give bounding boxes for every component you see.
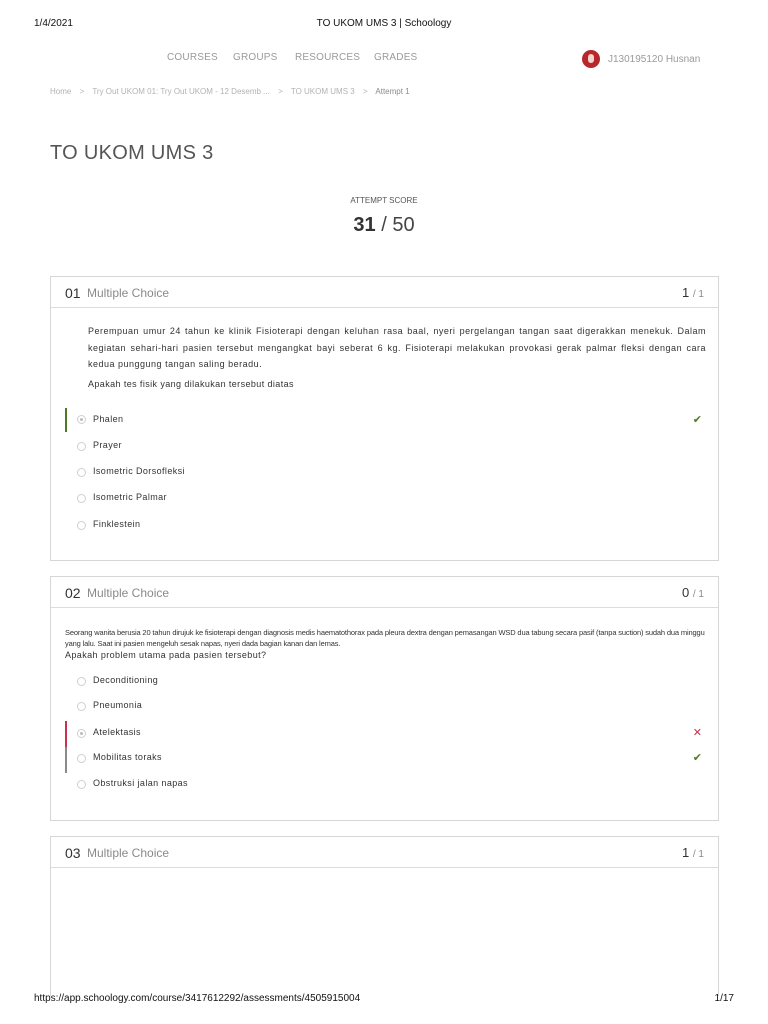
choice-label: Isometric Dorsofleksi: [93, 466, 185, 476]
page-title: TO UKOM UMS 3: [50, 142, 214, 164]
user-name[interactable]: J130195120 Husnan: [608, 53, 701, 65]
question-card-03: [50, 836, 719, 996]
incorrect-indicator-bar: [65, 721, 67, 747]
correct-answer-indicator-bar: [65, 747, 67, 773]
print-header: [0, 18, 768, 32]
radio-button[interactable]: [77, 468, 86, 477]
breadcrumb-course[interactable]: Try Out UKOM 01: Try Out UKOM - 12 Desemb ...: [92, 87, 270, 96]
question-number: 03: [65, 845, 81, 861]
nav-groups[interactable]: GROUPS: [233, 52, 278, 63]
radio-button[interactable]: [77, 677, 86, 686]
print-url: https://app.schoology.com/course/3417612292/assessments/4505915004: [34, 993, 361, 1004]
question-points-total: / 1: [692, 589, 704, 600]
user-menu[interactable]: [582, 49, 700, 69]
nav-grades[interactable]: GRADES: [374, 52, 418, 63]
attempt-score-value: 31: [353, 214, 376, 236]
question-score: [682, 585, 704, 600]
attempt-score-label: ATTEMPT SCORE: [350, 196, 418, 205]
choice-obstruksi-jalan-napas[interactable]: [65, 775, 706, 795]
nav-courses[interactable]: COURSES: [167, 52, 218, 63]
choice-isometric-palmar[interactable]: [65, 489, 706, 509]
radio-button[interactable]: [77, 494, 86, 503]
question-type: Multiple Choice: [87, 846, 170, 860]
question-score: [682, 285, 704, 300]
choice-deconditioning[interactable]: [65, 672, 706, 692]
question-text: Seorang wanita berusia 20 tahun dirujuk ke fisioterapi dengan diagnosis medis haematothorax pada pleura dextra dengan pemasangan WSD dua tabung secara pasif (tanpa suction) sudah dua minggu yang lalu. Saat ini pasien mengeluh sesak napas, nyeri dada bagian kanan dan lemas.: [65, 628, 705, 648]
avatar[interactable]: [582, 50, 600, 68]
breadcrumb-current: Attempt 1: [375, 87, 410, 96]
choice-mobilitas-toraks[interactable]: [65, 747, 706, 773]
question-header: [51, 277, 718, 308]
breadcrumb-home[interactable]: Home: [50, 87, 72, 96]
breadcrumb-assessment[interactable]: TO UKOM UMS 3: [290, 87, 355, 96]
choice-label: Mobilitas toraks: [93, 752, 162, 762]
radio-button[interactable]: [77, 702, 86, 711]
print-footer: [0, 993, 768, 1007]
radio-button[interactable]: [77, 754, 86, 763]
print-page-number: 1/17: [714, 993, 734, 1004]
print-title: TO UKOM UMS 3 | Schoology: [316, 18, 452, 29]
choice-label: Obstruksi jalan napas: [93, 778, 188, 788]
radio-button[interactable]: [77, 415, 86, 424]
radio-button[interactable]: [77, 442, 86, 451]
question-type: Multiple Choice: [87, 586, 170, 600]
question-header: [51, 837, 718, 868]
cross-icon: ✕: [692, 727, 702, 739]
checkmark-icon: ✔: [692, 752, 702, 764]
question-card-01: [50, 276, 719, 561]
choice-finklestein[interactable]: [65, 516, 706, 536]
breadcrumb-separator: >: [362, 87, 368, 96]
checkmark-icon: ✔: [692, 414, 702, 426]
print-date: 1/4/2021: [34, 18, 73, 29]
top-nav: [0, 52, 768, 68]
question-type: Multiple Choice: [87, 286, 170, 300]
radio-button[interactable]: [77, 729, 86, 738]
attempt-score-total: / 50: [375, 214, 415, 236]
choice-label: Phalen: [93, 414, 124, 424]
choice-atelektasis[interactable]: [65, 721, 706, 747]
choice-phalen[interactable]: [65, 408, 706, 432]
question-points: 1: [682, 845, 690, 860]
question-points-total: / 1: [692, 849, 704, 860]
choice-label: Isometric Palmar: [93, 492, 167, 502]
choice-prayer[interactable]: [65, 437, 706, 457]
breadcrumb-separator: >: [79, 87, 85, 96]
choice-label: Pneumonia: [93, 700, 143, 710]
breadcrumb: [50, 87, 416, 96]
question-header: [51, 577, 718, 608]
question-prompt: Apakah problem utama pada pasien tersebut?: [65, 650, 267, 660]
breadcrumb-separator: >: [278, 87, 283, 96]
question-points: 0: [682, 585, 690, 600]
correct-indicator-bar: [65, 408, 67, 432]
question-points-total: / 1: [692, 289, 704, 300]
choice-label: Atelektasis: [93, 727, 141, 737]
question-card-02: [50, 576, 719, 821]
question-text: Perempuan umur 24 tahun ke klinik Fisioterapi dengan keluhan rasa baal, nyeri pergelangan tangan saat digerakkan menekuk. Dalam kegiatan sehari-hari pasien tersebut mengangkat bayi seberat 6 kg. Fisioterapi melakukan provokasi gerak palmar fleksi dengan cara kedua punggung tangan saling beradu.: [88, 326, 706, 369]
question-number: 02: [65, 585, 81, 601]
nav-resources[interactable]: RESOURCES: [295, 52, 361, 63]
question-number: 01: [65, 285, 81, 301]
choice-isometric-dorsofleksi[interactable]: [65, 463, 706, 483]
choice-label: Prayer: [93, 440, 122, 450]
radio-button[interactable]: [77, 780, 86, 789]
attempt-score: [0, 214, 768, 237]
question-points: 1: [682, 285, 690, 300]
question-score: [682, 845, 704, 860]
choice-pneumonia[interactable]: [65, 697, 706, 717]
question-prompt: Apakah tes fisik yang dilakukan tersebut diatas: [88, 379, 294, 389]
choice-label: Deconditioning: [93, 675, 159, 685]
radio-button[interactable]: [77, 521, 86, 530]
choice-label: Finklestein: [93, 519, 141, 529]
